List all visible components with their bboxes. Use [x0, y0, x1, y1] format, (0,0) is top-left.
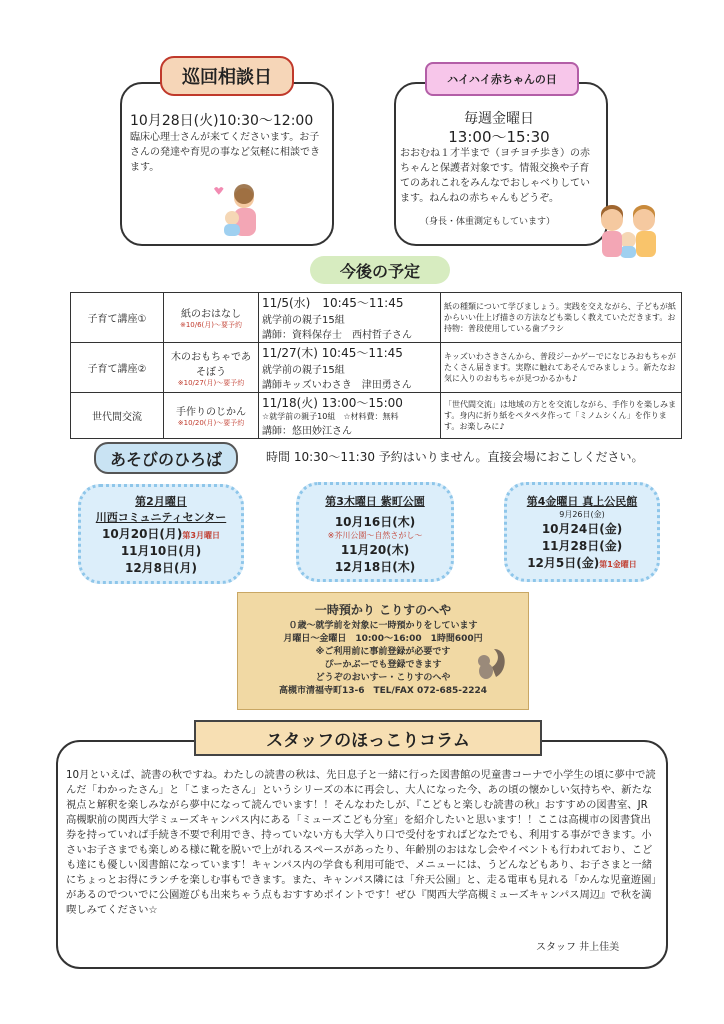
- squirrel-icon: [468, 643, 508, 683]
- row-lecturer: 講師：悠田妙江さん: [262, 426, 352, 437]
- row-name: 紙のおはなし: [181, 309, 241, 320]
- venue-card: [296, 482, 454, 582]
- row-category: 世代間交流: [71, 393, 164, 439]
- kosodate-banner: [237, 592, 529, 710]
- row-desc: キッズいわさきさんから、普段ジーかゲーでになじみおもちゃがたくさん届きます。実際に触れてあそんでみましょう。新たなお気に入りのおもちゃが見つかるかも♪: [441, 343, 682, 393]
- row-desc: 「世代間交流」は地域の方とを交流しながら、手作りを楽しみます。身内に折り紙をペタペタ作って「ミノムシくん」を作ります。お楽しみに♪: [441, 393, 682, 439]
- row-name: 木のおもちゃであそぼう: [171, 351, 251, 378]
- venue-subtitle: 川西コミュニティセンター: [95, 511, 227, 524]
- schedule-title: 今後の予定: [310, 256, 450, 284]
- banner-line1: ０歳～就学前を対象に一時預かりをしています: [288, 621, 478, 631]
- banner-address: 高槻市清福寺町13-6 TEL/FAX 072-685-2224: [278, 686, 488, 696]
- table-row: [71, 393, 682, 439]
- consult-time: 10月28日(火)10:30～12:00: [130, 113, 314, 129]
- haihai-time: 13:00～15:30: [448, 128, 550, 146]
- row-name-cell: [164, 343, 259, 393]
- venue-date: 12月18日(木): [334, 560, 416, 574]
- table-row: [71, 293, 682, 343]
- row-lecturer: 講師：資料保存士 西村哲子さん: [262, 330, 412, 341]
- row-reserve: ※10/20(月)～要予約: [177, 419, 245, 427]
- row-lecturer: 講師キッズいわさき 津田勇さん: [262, 380, 412, 391]
- consult-desc: 臨床心理士さんが来てくださいます。お子さんの発達や育児の事など気軽に相談できます。: [130, 132, 320, 173]
- banner-line4: ぴーかぶーでも登録できます: [324, 660, 442, 670]
- haihai-desc: おおむね１才半まで（ヨチヨチ歩き）の赤ちゃんと保護者対象です。情報交換や子育てのあれこれをみんなでおしゃべりしています。ねんねの赤ちゃんもどうぞ。: [400, 148, 590, 204]
- row-target: 就学前の親子15組: [262, 315, 345, 326]
- venue-note: 第1金曜日: [599, 560, 637, 569]
- row-category: 子育て講座②: [71, 343, 164, 393]
- haihai-title: ハイハイ赤ちゃんの日: [425, 62, 579, 96]
- venue-card: [504, 482, 660, 582]
- row-category: 子育て講座①: [71, 293, 164, 343]
- haihai-day: 毎週金曜日: [464, 111, 534, 127]
- table-row: [71, 343, 682, 393]
- row-name-cell: [164, 293, 259, 343]
- venue-date: 10月24日(金): [541, 522, 623, 536]
- venue-date: 11月20(木): [340, 543, 410, 557]
- row-date: 11/27(木) 10:45～11:45: [262, 346, 403, 360]
- asobi-title: あそびのひろば: [94, 442, 238, 474]
- column-text: 10月といえば、読書の秋ですね。わたしの読書の秋は、先日息子と一緒に行った図書館の児童書コーナで小学生の頃に夢中で読んだ「わかったさん」と「こまったさん」というシリーズの本に再会し、大人になった今、あの頃の懐かしい気持ちや、新たな視点と解釈を楽しみながら夢中になって読んでいます！！そんなわたしが、『こどもと楽しむ読書の秋』おすすめの図書室、JR高槻駅前の関西大学ミューズキャンパス内にある「ミューズこども分室」を紹介したいと思います！！ここは高槻市の図書貸出券を持っていれば手続き不要で利用でき、持っていない方も大学入り口で受付をすればどなたでも、利用する事ができます。小さいお子さまでも楽しめる様に靴を脱いで上がれるスペースがあったり、年齢別のおはなし会やイベントも行われており、こども達にも優しい図書館になっています！キャンパス内の学食も利用可能で、メニューには、うどんなどもあり、お子さまと一緒にちょっとお得にランチを楽しむ事もできます。また、キャンパス隣には「弁天公園」と、走る電車も見れる「かんな児童遊園」があるのでついでに公園遊びも出来ちゃう点もおすすめポイントです！ぜひ『関西大学高槻ミューズキャンパス周辺』で秋を満喫しみてください☆: [66, 769, 657, 916]
- row-reserve: ※10/27(月)～要予約: [177, 378, 245, 387]
- venue-subtitle: 9月26日(金): [559, 510, 605, 519]
- venue-date: 12月5日(金)第1金曜日: [527, 556, 637, 570]
- row-date: 11/18(火) 13:00～15:00: [262, 396, 403, 410]
- venue-title: 第4金曜日 真上公民館: [526, 495, 638, 508]
- asobi-time: 時間 10:30～11:30 予約はいりません。直接会場におこしください。: [266, 450, 644, 464]
- venue-date: 11月10日(月): [120, 544, 202, 558]
- venue-note: 第3月曜日: [182, 531, 220, 540]
- banner-line2: 月曜日～金曜日 10:00～16:00 1時間600円: [283, 634, 483, 644]
- venue-note: ※芥川公園～自然さがし～: [327, 531, 423, 540]
- row-desc: 紙の種類について学びましょう。実践を交えながら、子どもが紙からいい仕上げ描きの方法なども楽しく教えていただきます。お持物：普段使用している歯ブラシ: [441, 293, 682, 343]
- haihai-note: （身長・体重測定もしています）: [420, 217, 556, 227]
- family-illustration: [594, 200, 664, 260]
- row-reserve: ※10/6(月)～要予約: [179, 321, 243, 329]
- row-detail-cell: [259, 343, 441, 393]
- row-detail-cell: [259, 293, 441, 343]
- venue-date: 11月28日(金): [541, 539, 623, 553]
- row-detail-cell: [259, 393, 441, 439]
- venue-title: 第3木曜日 紫町公園: [325, 495, 425, 508]
- banner-line3: ※ご利用前に事前登録が必要です: [315, 647, 451, 657]
- row-target: ☆就学前の親子10組 ☆材料費：無料: [262, 412, 399, 421]
- column-signature: スタッフ 井上佳美: [536, 942, 620, 953]
- schedule-table: [70, 292, 682, 439]
- venue-date: 12月8日(月): [124, 561, 198, 575]
- venue-date: 10月16日(木): [334, 515, 416, 529]
- venue-title: 第2月曜日: [135, 495, 187, 508]
- banner-title: 一時預かり こりすのへや: [314, 603, 452, 617]
- row-name: 手作りのじかん: [176, 407, 246, 418]
- banner-line5: どうぞのおいすー・こりすのへや: [315, 673, 451, 683]
- venue-card: [78, 484, 244, 584]
- row-name-cell: [164, 393, 259, 439]
- row-target: 就学前の親子15組: [262, 365, 345, 376]
- consult-title: 巡回相談日: [160, 56, 294, 96]
- mother-baby-illustration: [210, 180, 270, 240]
- row-date: 11/5(水) 10:45～11:45: [262, 296, 404, 310]
- venue-date: 10月20日(月)第3月曜日: [102, 527, 220, 541]
- column-title: スタッフのほっこりコラム: [194, 720, 542, 756]
